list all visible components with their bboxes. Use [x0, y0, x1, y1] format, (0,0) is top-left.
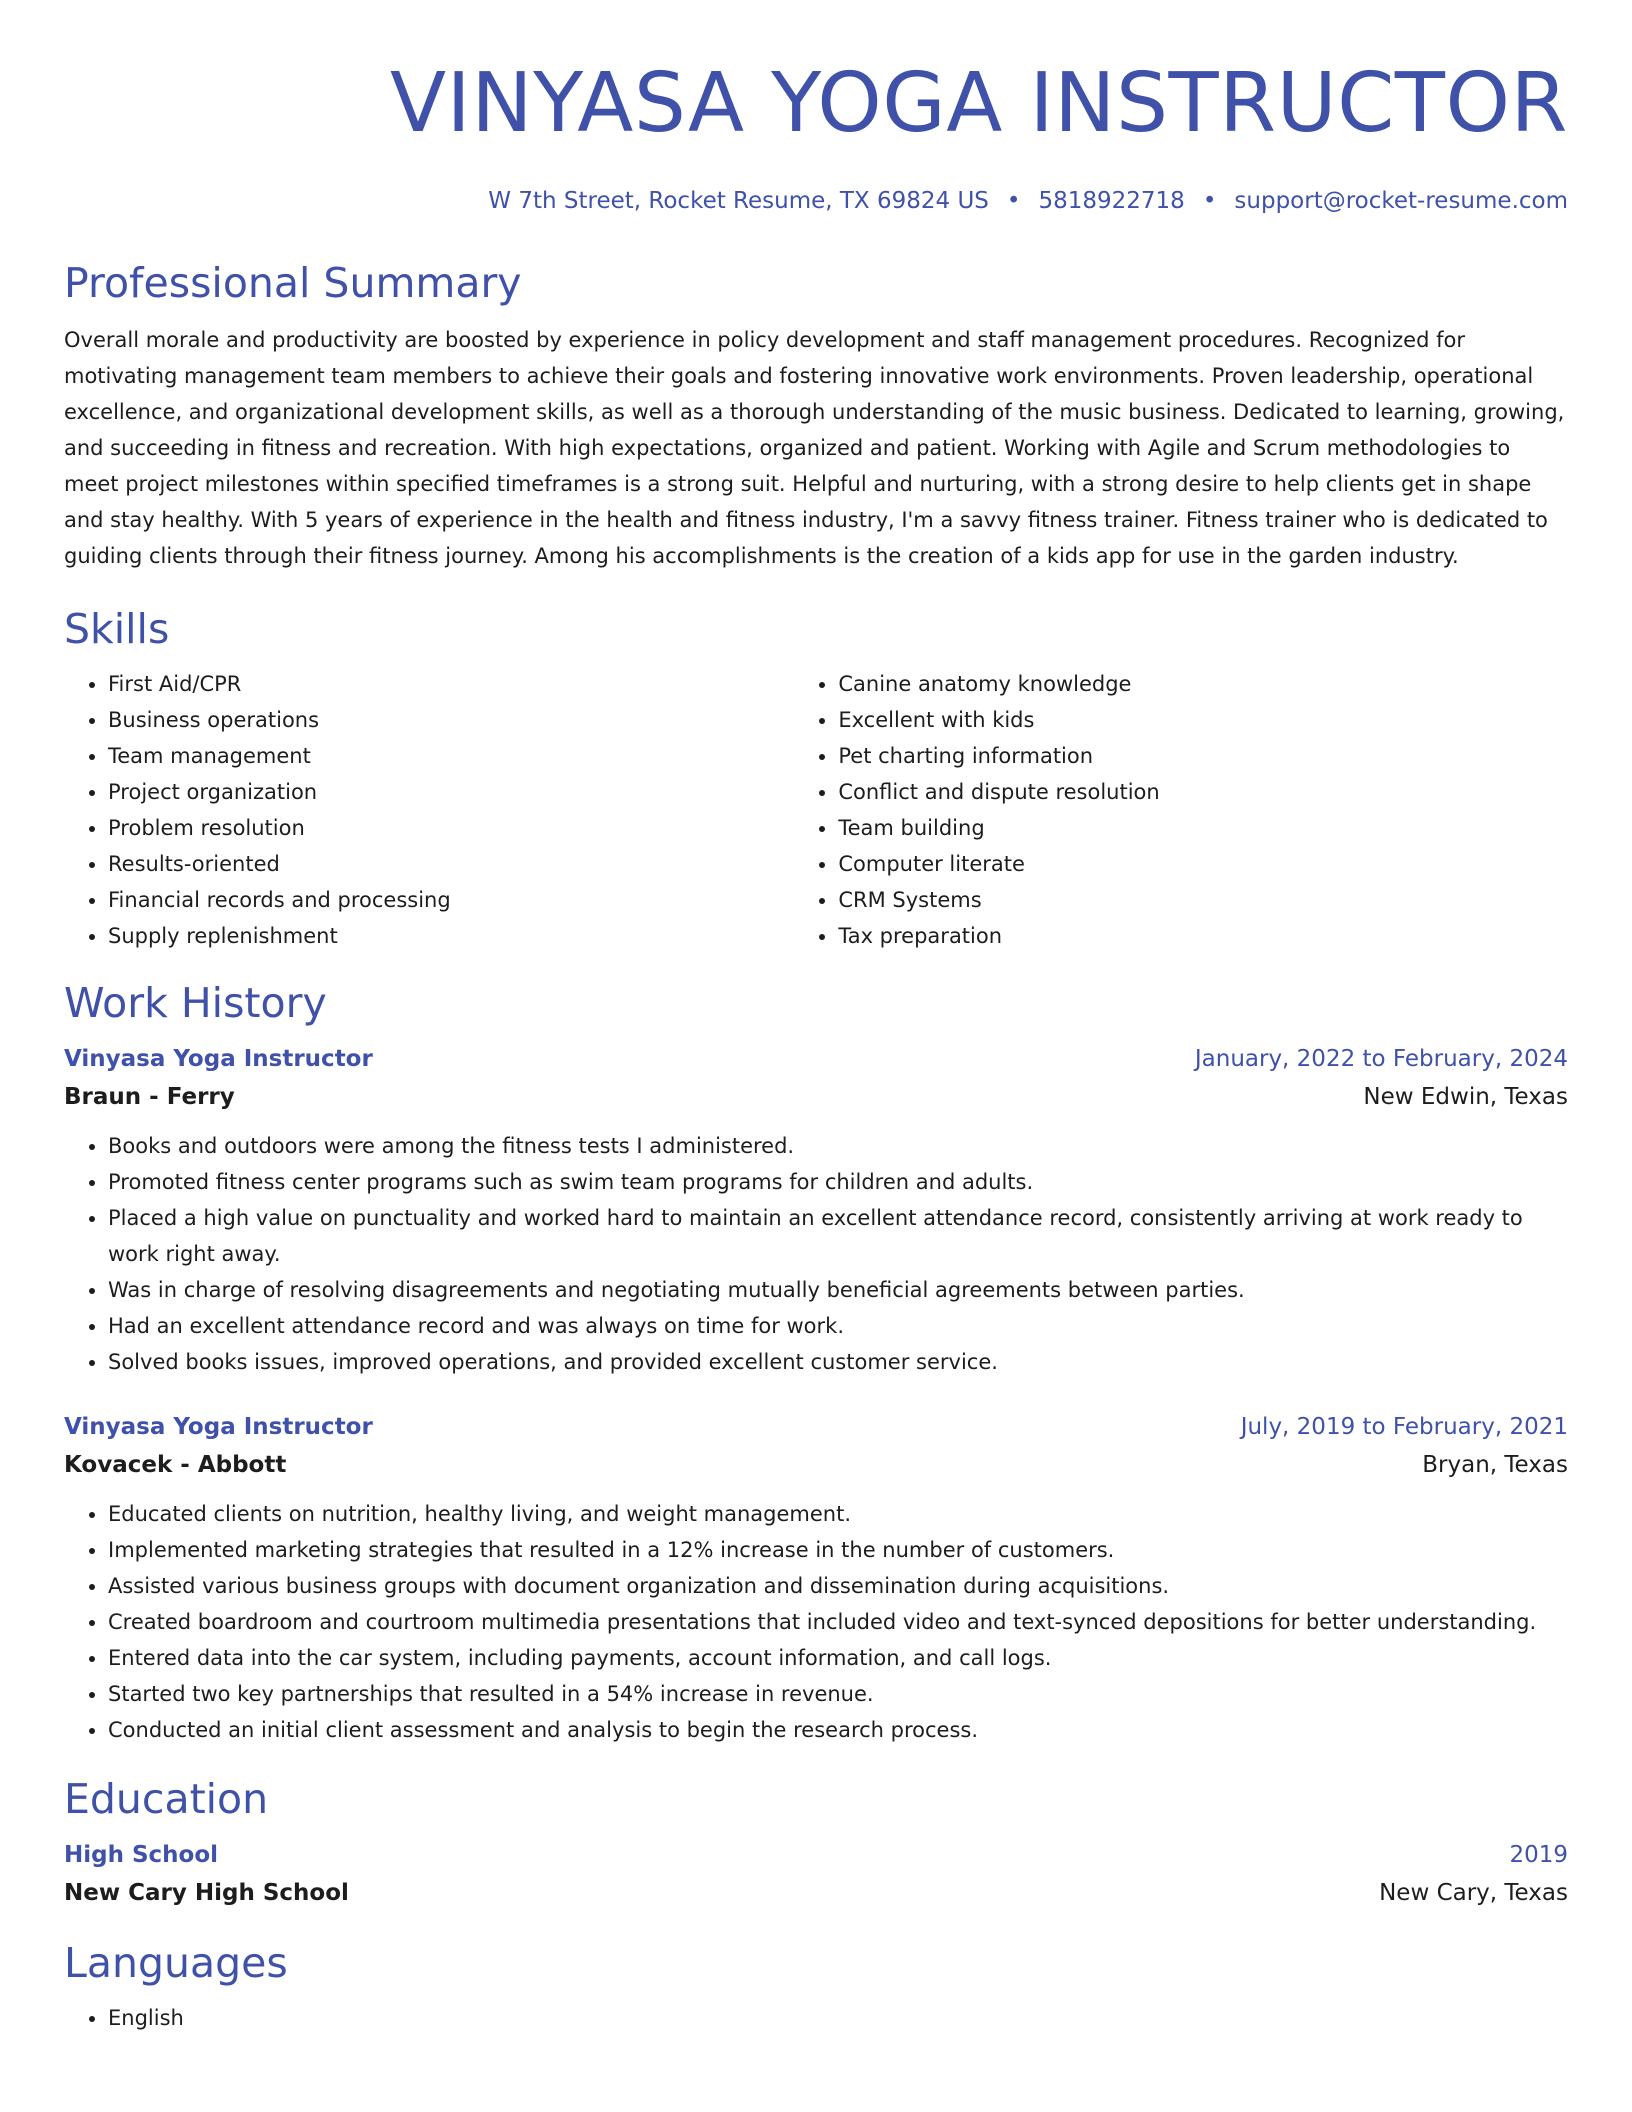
- job-bullet: • Educated clients on nutrition, healthy living, and weight management.: [108, 1496, 1568, 1532]
- skill-item: • Business operations: [108, 702, 794, 738]
- education-location: New Cary, Texas: [1379, 1880, 1568, 1906]
- contact-address: W 7th Street, Rocket Resume, TX 69824 US: [488, 188, 989, 214]
- skills-column-right: [794, 666, 1568, 954]
- resume-page: [64, 0, 1568, 2036]
- skills-column-left: [64, 666, 794, 954]
- skill-item: • Financial records and processing: [108, 882, 794, 918]
- work-history-heading: Work History: [64, 979, 327, 1027]
- skill-item: • First Aid/CPR: [108, 666, 794, 702]
- language-item: • English: [108, 2000, 1568, 2036]
- skill-item: • Pet charting information: [838, 738, 1568, 774]
- contact-phone: 5818922718: [1038, 188, 1185, 214]
- job-dates: July, 2019 to February, 2021: [1240, 1414, 1568, 1440]
- education-year: 2019: [1509, 1842, 1568, 1868]
- job-dates: January, 2022 to February, 2024: [1194, 1046, 1568, 1072]
- skill-item: • Results-oriented: [108, 846, 794, 882]
- skill-item: • Tax preparation: [838, 918, 1568, 954]
- skill-item: • Problem resolution: [108, 810, 794, 846]
- education-school-row: [64, 1874, 1568, 1912]
- job-bullet: • Started two key partnerships that resulted in a 54% increase in revenue.: [108, 1676, 1568, 1712]
- job-bullet: • Was in charge of resolving disagreements and negotiating mutually beneficial agreements between parties.: [108, 1272, 1568, 1308]
- job-location: New Edwin, Texas: [1363, 1084, 1568, 1110]
- job-entry: [64, 1408, 1568, 1748]
- job-bullet: • Conducted an initial client assessment and analysis to begin the research process.: [108, 1712, 1568, 1748]
- contact-email: support@rocket-resume.com: [1234, 188, 1568, 214]
- education-heading: Education: [64, 1775, 269, 1823]
- job-bullet: • Entered data into the car system, including payments, account information, and call logs.: [108, 1640, 1568, 1676]
- skill-item: • Conflict and dispute resolution: [838, 774, 1568, 810]
- job-entry: [64, 1040, 1568, 1380]
- job-company: Braun - Ferry: [64, 1084, 235, 1110]
- job-bullets: [64, 1496, 1568, 1748]
- job-bullet: • Placed a high value on punctuality and worked hard to maintain an excellent attendance record, consistently arriving at work ready to work right away.: [108, 1200, 1568, 1272]
- summary-text: Overall morale and productivity are boosted by experience in policy development and staff management procedures. Recognized for motivating management team members to achieve their goals and fostering innovative work environments. Proven leadership, operational excellence, and organizational development skills, as well as a thorough understanding of the music business. Dedicated to learning, growing, and succeeding in fitness and recreation. With high expectations, organized and patient. Working with Agile and Scrum methodologies to meet project milestones within specified timeframes is a strong suit. Helpful and nurturing, with a strong desire to help clients get in shape and stay healthy. With 5 years of experience in the health and fitness industry, I'm a savvy fitness trainer. Fitness trainer who is dedicated to guiding clients through their fitness journey. Among his accomplishments is the creation of a kids app for use in the garden industry.: [64, 328, 1565, 568]
- job-title: Vinyasa Yoga Instructor: [64, 1046, 373, 1072]
- skill-item: • Excellent with kids: [838, 702, 1568, 738]
- job-employer-row: [64, 1446, 1568, 1484]
- skill-item: • Project organization: [108, 774, 794, 810]
- languages-heading: Languages: [64, 1939, 288, 1987]
- skill-item: • Canine anatomy knowledge: [838, 666, 1568, 702]
- job-bullet: • Created boardroom and courtroom multimedia presentations that included video and text-synced depositions for better understanding.: [108, 1604, 1568, 1640]
- education-entry: [64, 1836, 1568, 1912]
- contact-separator: •: [1006, 188, 1021, 214]
- resume-name: VINYASA YOGA INSTRUCTOR: [389, 56, 1568, 151]
- job-bullets: [64, 1128, 1568, 1380]
- skill-item: • Team building: [838, 810, 1568, 846]
- education-school: New Cary High School: [64, 1880, 349, 1906]
- education-header: [64, 1836, 1568, 1874]
- job-bullet: • Implemented marketing strategies that resulted in a 12% increase in the number of customers.: [108, 1532, 1568, 1568]
- skill-item: • Team management: [108, 738, 794, 774]
- education-degree: High School: [64, 1842, 219, 1868]
- job-bullet: • Solved books issues, improved operations, and provided excellent customer service.: [108, 1344, 1568, 1380]
- job-title: Vinyasa Yoga Instructor: [64, 1414, 373, 1440]
- job-bullet: • Books and outdoors were among the fitness tests I administered.: [108, 1128, 1568, 1164]
- job-bullet: • Promoted fitness center programs such as swim team programs for children and adults.: [108, 1164, 1568, 1200]
- job-bullet: • Assisted various business groups with document organization and dissemination during acquisitions.: [108, 1568, 1568, 1604]
- job-bullet: • Had an excellent attendance record and was always on time for work.: [108, 1308, 1568, 1344]
- contact-line: [64, 186, 1568, 216]
- skill-item: • Supply replenishment: [108, 918, 794, 954]
- skill-item: • CRM Systems: [838, 882, 1568, 918]
- languages-list: [64, 2000, 1568, 2036]
- skills-heading: Skills: [64, 605, 170, 653]
- skills-list: [64, 666, 1568, 954]
- job-company: Kovacek - Abbott: [64, 1452, 287, 1478]
- job-location: Bryan, Texas: [1422, 1452, 1568, 1478]
- job-header: [64, 1408, 1568, 1446]
- summary-heading: Professional Summary: [64, 259, 522, 307]
- job-header: [64, 1040, 1568, 1078]
- job-employer-row: [64, 1078, 1568, 1116]
- contact-separator: •: [1202, 188, 1217, 214]
- skill-item: • Computer literate: [838, 846, 1568, 882]
